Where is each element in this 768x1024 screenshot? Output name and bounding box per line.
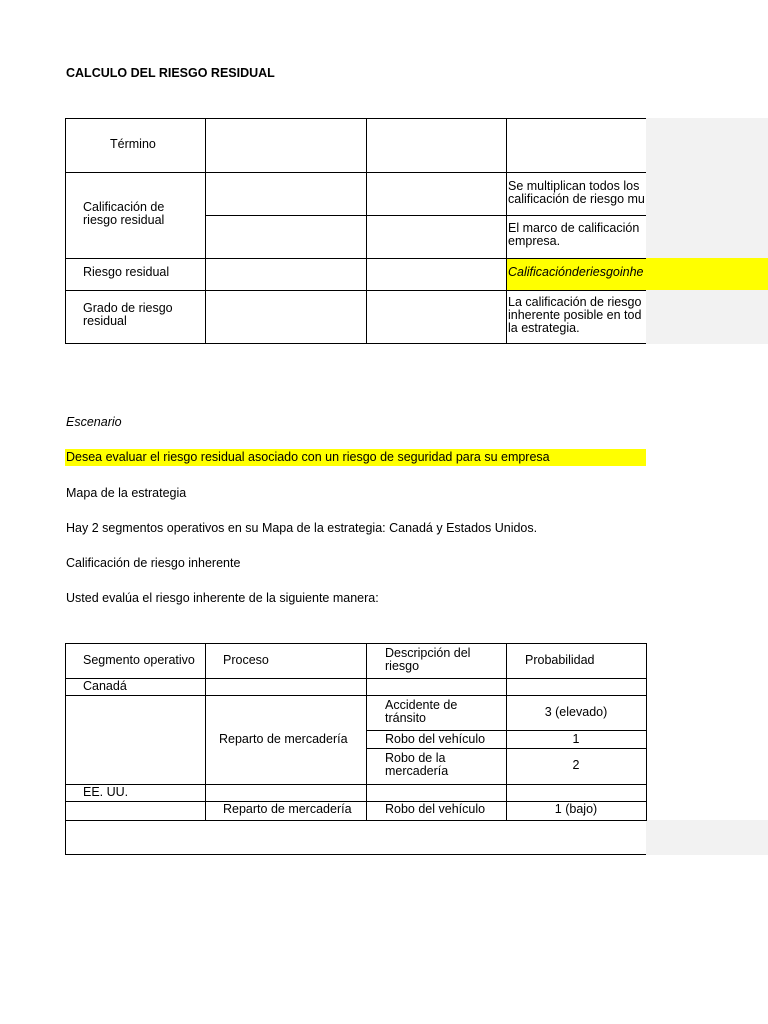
scenario-highlight-text: Desea evaluar el riesgo residual asociado con un riesgo de seguridad para su empresa <box>66 450 550 464</box>
risk-prob-accident: 3 (elevado) <box>544 705 608 719</box>
risk-header-segment: Segmento operativo <box>83 653 195 667</box>
page-title: CALCULO DEL RIESGO RESIDUAL <box>66 66 275 80</box>
term-residual-rating-desc-1: Se multiplican todos los calificación de riesgo mu <box>508 180 645 206</box>
term-residual-grade-desc: La calificación de riesgo inherente posible en tod la estrategia. <box>508 296 642 335</box>
scenario-highlight <box>65 449 646 466</box>
canada-process: Reparto de mercadería <box>219 732 348 746</box>
risk-prob-vehicle-theft: 1 <box>572 732 580 746</box>
term-residual-risk-desc: Calificaciónderiesgoinhe <box>508 266 644 279</box>
risk-prob-usa-vehicle-theft: 1 (bajo) <box>554 802 598 816</box>
segment-usa: EE. UU. <box>83 785 129 799</box>
map-heading: Mapa de la estrategia <box>66 486 187 500</box>
risk-table-overflow <box>646 820 768 855</box>
term-residual-grade: Grado de riesgo residual <box>83 301 173 328</box>
risk-header-process: Proceso <box>223 653 269 667</box>
risk-header-probability: Probabilidad <box>525 653 595 667</box>
usa-process: Reparto de mercadería <box>223 802 352 816</box>
risk-header-description: Descripción del riesgo <box>385 646 471 673</box>
term-residual-rating: Calificación de riesgo residual <box>83 200 165 227</box>
risk-desc-usa-vehicle-theft: Robo del vehículo <box>385 802 486 816</box>
risk-desc-vehicle-theft: Robo del vehículo <box>385 732 486 746</box>
scenario-label: Escenario <box>66 415 122 429</box>
inherent-heading: Calificación de riesgo inherente <box>66 556 241 570</box>
risk-desc-goods-theft: Robo de la mercadería <box>385 751 449 778</box>
inherent-text: Usted evalúa el riesgo inherente de la siguiente manera: <box>66 591 379 605</box>
term-residual-rating-desc-2: El marco de calificación empresa. <box>508 222 640 248</box>
terms-table-overflow <box>646 118 768 344</box>
term-residual-risk: Riesgo residual <box>83 265 170 279</box>
terms-header-term: Término <box>110 137 156 151</box>
risk-prob-goods-theft: 2 <box>572 758 580 772</box>
risk-desc-accident: Accidente de tránsito <box>385 698 458 725</box>
segment-canada: Canadá <box>83 679 127 693</box>
map-text: Hay 2 segmentos operativos en su Mapa de la estrategia: Canadá y Estados Unidos. <box>66 521 538 535</box>
